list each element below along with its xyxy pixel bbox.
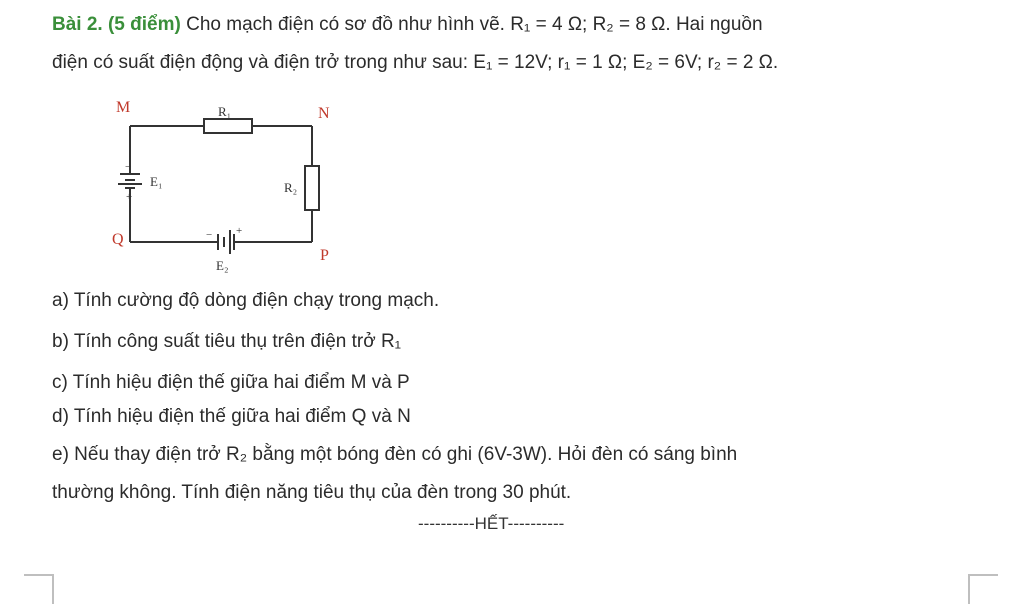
label-e2-plus: + — [236, 225, 243, 237]
label-e1-plus: + — [126, 191, 133, 203]
battery-e2 — [218, 230, 234, 254]
problem-given: điện có suất điện động và điện trở trong như sau: E₁ = 12V; r₁ = 1 Ω; E₂ = 6V; r₂ = 2 Ω. — [52, 52, 779, 73]
page-corner-left — [24, 574, 54, 604]
resistor-r2 — [305, 166, 319, 210]
end-marker: ----------HẾT---------- — [418, 514, 565, 533]
circuit-diagram — [100, 92, 350, 282]
question-d: d) Tính hiệu điện thế giữa hai điểm Q và N — [52, 406, 411, 427]
node-label-p: P — [320, 247, 329, 264]
label-e2: E₂ — [216, 258, 229, 273]
question-e-continued: thường không. Tính điện năng tiêu thụ của đèn trong 30 phút. — [52, 482, 572, 503]
node-label-n: N — [318, 105, 330, 122]
problem-intro: Cho mạch điện có sơ đồ như hình vẽ. R₁ = 4 Ω; R₂ = 8 Ω. Hai nguồn — [180, 14, 763, 35]
label-e1-minus: − — [125, 161, 132, 173]
resistor-r1 — [204, 119, 252, 133]
question-a: a) Tính cường độ dòng điện chạy trong mạch. — [52, 290, 440, 311]
problem-title: Bài 2. (5 điểm) — [52, 14, 181, 35]
label-r1: R₁ — [218, 104, 232, 119]
battery-e1 — [118, 174, 142, 188]
node-label-q: Q — [112, 231, 124, 248]
question-b: b) Tính công suất tiêu thụ trên điện trở R₁ — [52, 331, 402, 352]
label-r2: R₂ — [284, 180, 298, 195]
page-corner-right — [968, 574, 998, 604]
question-c: c) Tính hiệu điện thế giữa hai điểm M và P — [52, 372, 410, 393]
question-e: e) Nếu thay điện trở R₂ bằng một bóng đèn có ghi (6V-3W). Hỏi đèn có sáng bình — [52, 444, 738, 465]
problem-heading — [52, 12, 763, 38]
node-label-m: M — [116, 99, 131, 116]
label-e1: E₁ — [150, 174, 163, 189]
label-e2-minus: − — [206, 229, 213, 241]
